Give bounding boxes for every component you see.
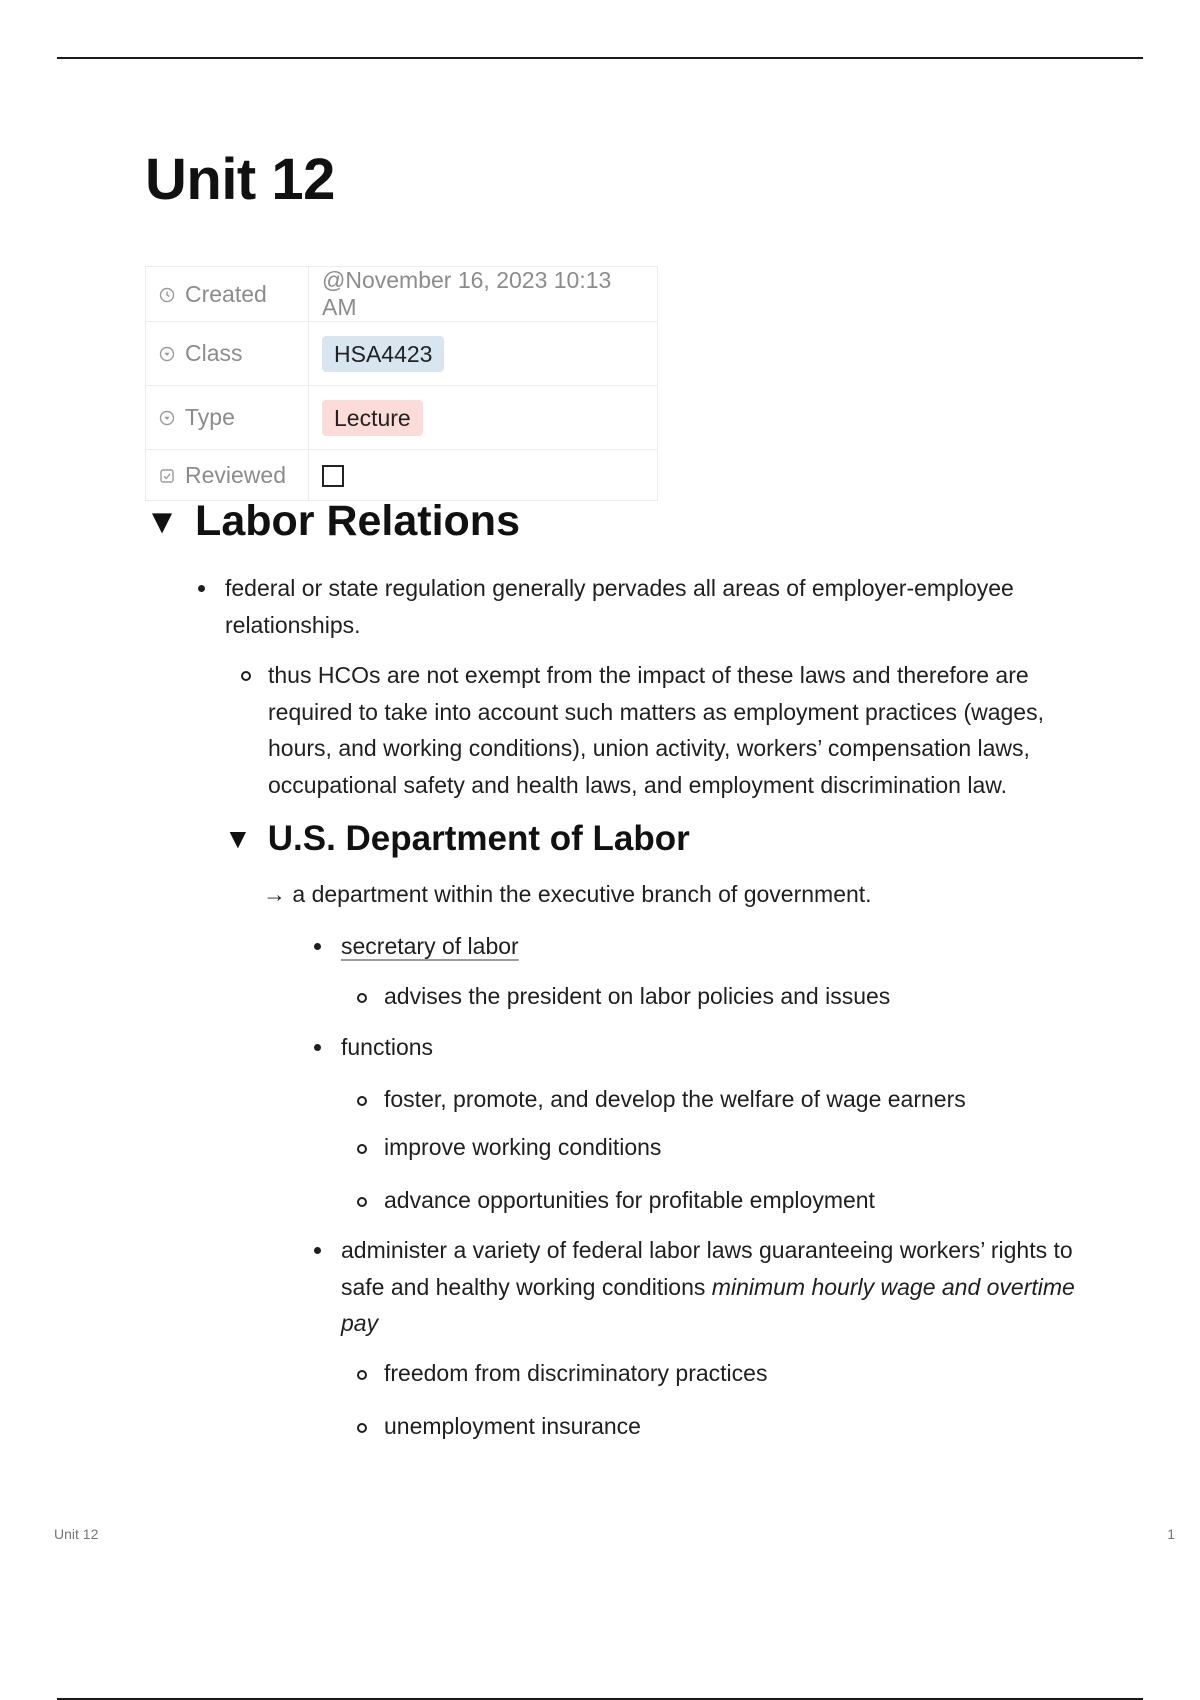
footer-title: Unit 12 xyxy=(54,1526,99,1542)
select-icon xyxy=(159,346,175,362)
sub-bullet-icon xyxy=(357,1370,367,1380)
property-reviewed-value xyxy=(309,450,658,501)
property-class-value[interactable] xyxy=(309,322,658,386)
list-item: freedom from discriminatory practices xyxy=(384,1360,768,1386)
italic-text: minimum hourly wage and overtime pay xyxy=(341,1273,1075,1336)
property-key: Created xyxy=(146,267,309,322)
list-item: administer a variety of federal labor laws guaranteeing workers’ rights to safe and healthy working conditions minimum hourly wage and overtime pay xyxy=(341,1237,1075,1336)
property-type xyxy=(146,386,658,450)
sub-bullet-icon xyxy=(357,1144,367,1154)
list-item: thus HCOs are not exempt from the impact of these laws and therefore are required to take into account such matters as employment practices (wages, hours, and working conditions), union activity, workers’ compensation laws, occupational safety and health laws, and employment discrimination law. xyxy=(268,662,1044,798)
list-item: functions xyxy=(341,1034,434,1060)
property-created xyxy=(146,267,658,322)
list-item: unemployment insurance xyxy=(384,1413,641,1439)
labor-relations-heading xyxy=(145,497,520,545)
sub-bullet-icon xyxy=(357,1197,367,1207)
property-key: Class xyxy=(146,322,309,386)
bullet-icon xyxy=(198,585,205,592)
bullet-icon xyxy=(314,943,321,950)
dol-definition: → a department within the executive branch of government. xyxy=(263,881,872,907)
clock-icon xyxy=(159,287,175,303)
class-tag[interactable]: HSA4423 xyxy=(322,336,444,372)
property-reviewed xyxy=(146,450,658,501)
property-created-value[interactable]: @November 16, 2023 10:13 AM xyxy=(309,267,658,322)
sub-bullet-icon xyxy=(357,993,367,1003)
sub-bullet-icon xyxy=(357,1096,367,1106)
footer-page-number: 1 xyxy=(1167,1526,1175,1542)
toggle-triangle-icon[interactable]: ▼ xyxy=(145,503,180,541)
page-title: Unit 12 xyxy=(145,147,335,212)
property-type-value[interactable] xyxy=(309,386,658,450)
properties-table xyxy=(145,266,658,501)
checkbox-icon xyxy=(159,468,175,484)
dol-heading xyxy=(224,821,690,856)
labor-relations-heading-text: Labor Relations xyxy=(195,497,520,545)
list-item xyxy=(341,928,1101,965)
secretary-of-labor-link[interactable]: secretary of labor xyxy=(341,933,519,959)
property-key: Reviewed xyxy=(146,450,309,501)
property-class xyxy=(146,322,658,386)
property-key: Type xyxy=(146,386,309,450)
bullet-icon xyxy=(314,1044,321,1051)
list-item: advises the president on labor policies and issues xyxy=(384,983,891,1009)
dol-heading-text: U.S. Department of Labor xyxy=(267,819,690,858)
list-item: advance opportunities for profitable employment xyxy=(384,1187,875,1213)
select-icon xyxy=(159,410,175,426)
type-tag[interactable]: Lecture xyxy=(322,400,423,436)
sub-bullet-icon xyxy=(241,671,251,681)
reviewed-checkbox[interactable] xyxy=(322,465,344,487)
list-item: foster, promote, and develop the welfare of wage earners xyxy=(384,1086,966,1112)
top-rule xyxy=(57,57,1143,59)
bullet-icon xyxy=(314,1247,321,1254)
list-item: improve working conditions xyxy=(384,1134,662,1160)
toggle-triangle-icon[interactable]: ▼ xyxy=(224,823,252,854)
sub-bullet-icon xyxy=(357,1423,367,1433)
list-item: federal or state regulation generally pervades all areas of employer-employee relationships. xyxy=(225,575,1014,638)
